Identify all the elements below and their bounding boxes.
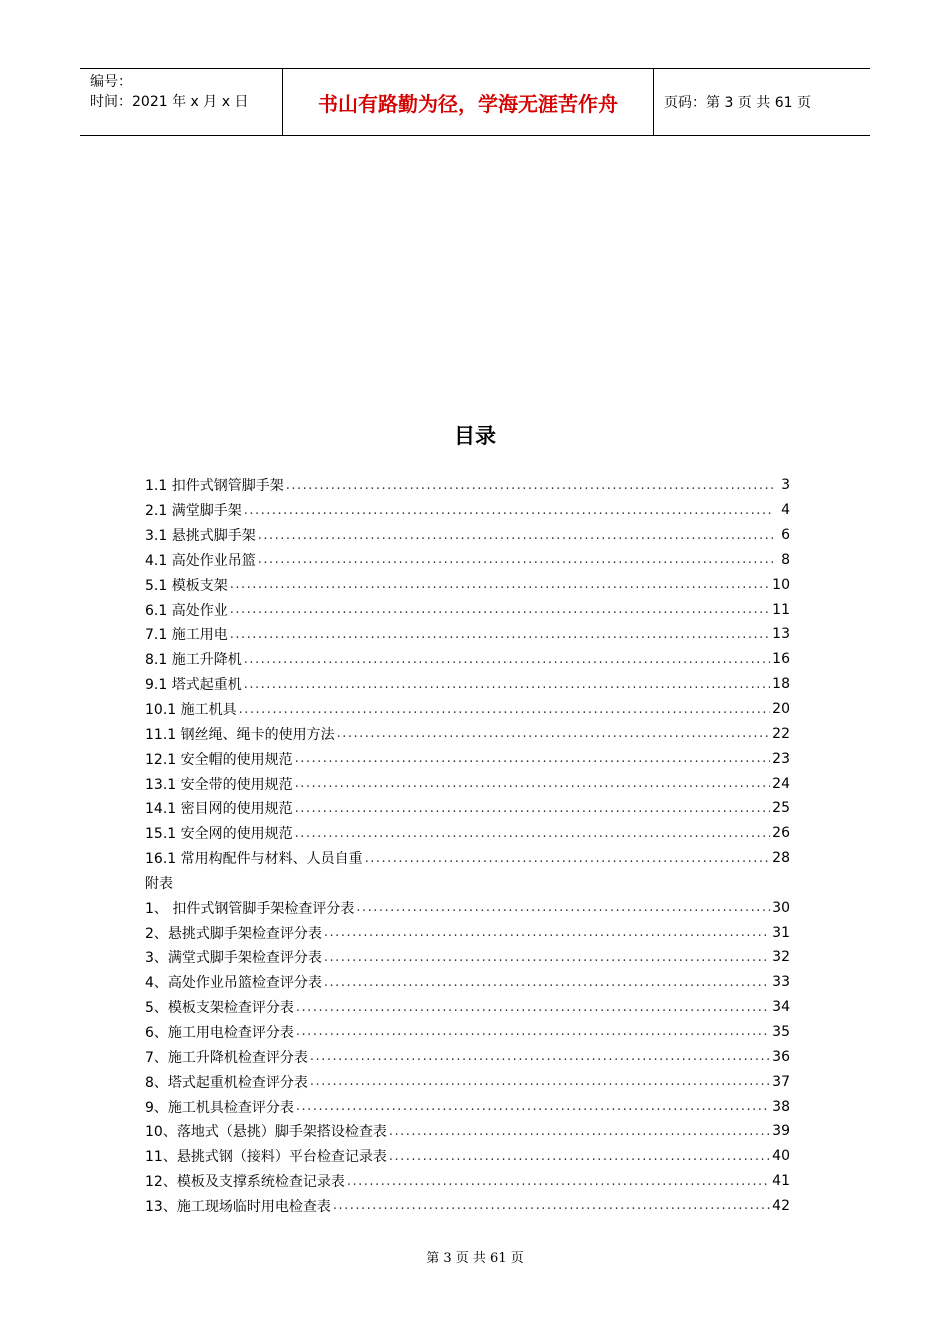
toc-entry[interactable]: [145, 1094, 790, 1119]
toc-entry-label: 14.1 密目网的使用规范: [145, 801, 293, 818]
toc-entry-page: 4: [781, 502, 790, 519]
toc-entry[interactable]: [145, 746, 790, 771]
toc-entry-label: 5.1 模板支架: [145, 577, 228, 594]
toc-entry-page: 32: [772, 949, 790, 966]
toc-leader-dots: [296, 1024, 770, 1039]
toc-entry[interactable]: [145, 895, 790, 920]
toc-leader-dots: [324, 950, 770, 965]
toc-entry[interactable]: [145, 771, 790, 796]
header-meta: [80, 69, 282, 135]
toc-entry[interactable]: [145, 846, 790, 871]
toc-entry[interactable]: [145, 796, 790, 821]
toc-entry[interactable]: [145, 697, 790, 722]
page-footer: 第 3 页 共 61 页: [426, 1251, 524, 1266]
toc-entry-page: 10: [772, 576, 790, 593]
toc-entry-page: 38: [772, 1098, 790, 1115]
toc-entry-label: 4、高处作业吊篮检查评分表: [145, 975, 322, 992]
toc-entry-page: 39: [772, 1123, 790, 1140]
toc-entry-page: 40: [772, 1148, 790, 1165]
toc-leader-dots: [310, 1074, 770, 1089]
table-of-contents: [145, 473, 790, 1218]
toc-entry-page: 8: [781, 551, 790, 568]
toc-entry-label: 15.1 安全网的使用规范: [145, 826, 293, 843]
toc-leader-dots: [337, 726, 771, 741]
toc-entry-page: 42: [772, 1197, 790, 1214]
toc-entry-label: 10.1 施工机具: [145, 702, 237, 719]
toc-entry[interactable]: [145, 597, 790, 622]
toc-entry-page: 41: [772, 1173, 790, 1190]
toc-entry-label: 11、悬挑式钢（接料）平台检查记录表: [145, 1149, 387, 1166]
toc-entry-page: 26: [772, 825, 790, 842]
toc-entry[interactable]: [145, 622, 790, 647]
toc-entry[interactable]: [145, 1193, 790, 1218]
toc-entry-page: 11: [772, 601, 790, 618]
toc-entry[interactable]: [145, 1119, 790, 1144]
toc-entry-label: 13.1 安全带的使用规范: [145, 776, 293, 793]
toc-leader-dots: [296, 1000, 770, 1015]
page-header: [80, 68, 870, 136]
toc-leader-dots: [230, 627, 770, 642]
toc-leader-dots: [230, 577, 770, 592]
toc-entry-page: 34: [772, 999, 790, 1016]
toc-entry[interactable]: [145, 647, 790, 672]
toc-entry-page: 3: [781, 477, 790, 494]
toc-leader-dots: [244, 503, 774, 518]
toc-leader-dots: [389, 1149, 770, 1164]
header-page-label: 页码：第 3 页 共 61 页: [664, 95, 811, 111]
date-label: 时间：2021 年 x 月 x 日: [90, 94, 249, 110]
toc-entry-label: 2、悬挑式脚手架检查评分表: [145, 925, 322, 942]
header-motto: 书山有路勤为径，学海无涯苦作舟: [282, 69, 654, 135]
toc-entry-page: 6: [781, 527, 790, 544]
toc-entry-page: 16: [772, 651, 790, 668]
toc-entry[interactable]: [145, 1020, 790, 1045]
toc-entry[interactable]: [145, 523, 790, 548]
toc-entry[interactable]: [145, 821, 790, 846]
toc-entry-page: 31: [772, 924, 790, 941]
toc-entry-page: 30: [772, 899, 790, 916]
toc-entry-label: 5、模板支架检查评分表: [145, 1000, 294, 1017]
toc-entry-label: 12.1 安全帽的使用规范: [145, 751, 293, 768]
toc-entry-page: 13: [772, 626, 790, 643]
toc-entry[interactable]: [145, 721, 790, 746]
toc-entry[interactable]: [145, 1069, 790, 1094]
toc-leader-dots: [324, 975, 770, 990]
toc-leader-dots: [324, 925, 770, 940]
toc-entry[interactable]: [145, 1044, 790, 1069]
toc-leader-dots: [295, 801, 771, 816]
toc-entry-label: 1、 扣件式钢管脚手架检查评分表: [145, 900, 355, 917]
toc-entry-label: 8.1 施工升降机: [145, 652, 242, 669]
toc-entry-label: 11.1 钢丝绳、绳卡的使用方法: [145, 726, 335, 743]
toc-entry[interactable]: [145, 871, 790, 896]
toc-entry-page: 18: [772, 676, 790, 693]
toc-leader-dots: [356, 900, 770, 915]
toc-leader-dots: [295, 776, 771, 791]
toc-entry-page: 23: [772, 750, 790, 767]
toc-leader-dots: [230, 602, 770, 617]
toc-entry-label: 9、施工机具检查评分表: [145, 1099, 294, 1116]
toc-entry-label: 12、模板及支撑系统检查记录表: [145, 1174, 345, 1191]
toc-leader-dots: [365, 851, 771, 866]
toc-entry-page: 25: [772, 800, 790, 817]
toc-entry-label: 4.1 高处作业吊篮: [145, 552, 256, 569]
toc-entry-label: 8、塔式起重机检查评分表: [145, 1074, 308, 1091]
toc-leader-dots: [286, 478, 774, 493]
toc-entry[interactable]: [145, 572, 790, 597]
toc-leader-dots: [295, 751, 771, 766]
toc-entry-label: 7、施工升降机检查评分表: [145, 1049, 308, 1066]
toc-leader-dots: [296, 1099, 770, 1114]
toc-leader-dots: [389, 1124, 770, 1139]
toc-entry-label: 7.1 施工用电: [145, 627, 228, 644]
toc-entry[interactable]: [145, 498, 790, 523]
toc-entry-label: 10、落地式（悬挑）脚手架搭设检查表: [145, 1124, 387, 1141]
toc-leader-dots: [258, 552, 774, 567]
toc-entry[interactable]: [145, 970, 790, 995]
toc-entry[interactable]: [145, 920, 790, 945]
toc-leader-dots: [244, 677, 770, 692]
toc-leader-dots: [347, 1174, 770, 1189]
code-label: 编号：: [90, 74, 132, 90]
toc-entry-page: 22: [772, 725, 790, 742]
toc-entry-page: 24: [772, 775, 790, 792]
toc-entry-label: 1.1 扣件式钢管脚手架: [145, 478, 284, 495]
toc-entry[interactable]: [145, 473, 790, 498]
toc-entry[interactable]: [145, 1169, 790, 1194]
toc-entry[interactable]: [145, 945, 790, 970]
toc-leader-dots: [244, 652, 770, 667]
toc-leader-dots: [333, 1198, 770, 1213]
toc-entry-label: 3、满堂式脚手架检查评分表: [145, 950, 322, 967]
toc-entry-page: 28: [772, 850, 790, 867]
toc-entry-label: 6、施工用电检查评分表: [145, 1024, 294, 1041]
toc-entry-label: 附表: [145, 875, 173, 892]
toc-entry-page: 36: [772, 1048, 790, 1065]
toc-entry[interactable]: [145, 548, 790, 573]
toc-title: 目录: [454, 424, 496, 448]
toc-entry-page: 35: [772, 1023, 790, 1040]
toc-leader-dots: [258, 528, 774, 543]
toc-entry[interactable]: [145, 672, 790, 697]
toc-entry-label: 6.1 高处作业: [145, 602, 228, 619]
toc-leader-dots: [239, 702, 771, 717]
toc-entry-page: 20: [772, 701, 790, 718]
toc-entry-page: 33: [772, 974, 790, 991]
toc-entry-label: 13、施工现场临时用电检查表: [145, 1198, 331, 1215]
toc-leader-dots: [310, 1049, 770, 1064]
toc-entry-label: 9.1 塔式起重机: [145, 677, 242, 694]
toc-entry-page: 37: [772, 1073, 790, 1090]
toc-entry[interactable]: [145, 995, 790, 1020]
toc-entry[interactable]: [145, 1144, 790, 1169]
toc-entry-label: 2.1 满堂脚手架: [145, 503, 242, 520]
toc-entry-label: 3.1 悬挑式脚手架: [145, 528, 256, 545]
toc-entry-label: 16.1 常用构配件与材料、人员自重: [145, 851, 363, 868]
toc-leader-dots: [295, 826, 771, 841]
